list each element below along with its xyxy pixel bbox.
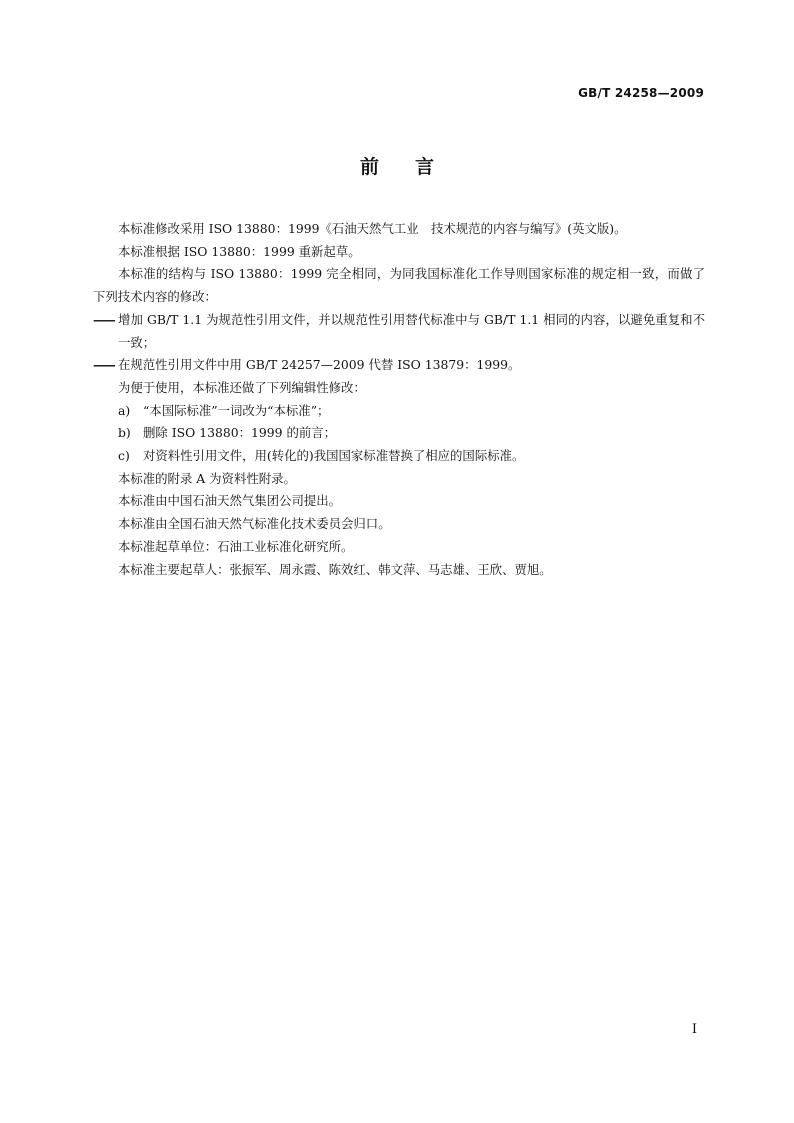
paragraph-drafters: 本标准主要起草人：张振军、周永霞、陈效红、韩文萍、马志雄、王欣、贾旭。 (118, 561, 552, 577)
dash-marker: —— (93, 311, 114, 327)
dash-marker: —— (93, 357, 114, 373)
list-item-c (93, 445, 705, 468)
list-marker: a) (118, 402, 131, 418)
paragraph-annex: 本标准的附录 A 为资料性附录。 (118, 470, 296, 486)
list-item-b (93, 422, 705, 445)
list-item-a (93, 400, 705, 423)
paragraph-proposer: 本标准由中国石油天然气集团公司提出。 (118, 493, 342, 509)
standard-number: GB/T 24258—2009 (578, 86, 704, 100)
dash-item-text: 增加 GB/T 1.1 为规范性引用文件，并以规范性引用替代标准中与 GB/T 1.1 相同的内容，以避免重复和不一致； (118, 311, 705, 350)
dash-item-1 (93, 309, 705, 354)
paragraph-editorial-intro: 为便于使用，本标准还做了下列编辑性修改： (118, 379, 366, 395)
paragraph-committee: 本标准由全国石油天然气标准化技术委员会归口。 (118, 516, 391, 532)
paragraph-drafting-basis: 本标准根据 ISO 13880：1999 重新起草。 (118, 243, 361, 259)
page-title: 前言 (359, 156, 470, 178)
paragraph-drafting-unit: 本标准起草单位：石油工业标准化研究所。 (118, 538, 354, 554)
list-item-text: “本国际标准”一词改为“本标准”； (143, 402, 330, 418)
list-marker: c) (118, 448, 130, 464)
dash-item-text: 在规范性引用文件中用 GB/T 24257—2009 代替 ISO 13879：1999。 (118, 357, 521, 373)
paragraph-structure: 本标准的结构与 ISO 13880：1999 完全相同，为同我国标准化工作导则国家标准的规定相一致，而做了下列技术内容的修改： (93, 266, 705, 305)
page-number: I (691, 1022, 697, 1037)
paragraph-adoption: 本标准修改采用 ISO 13880：1999《石油天然气工业 技术规范的内容与编写》(英文版)。 (118, 221, 627, 236)
list-marker: b) (118, 425, 131, 441)
list-item-text: 删除 ISO 13880：1999 的前言； (143, 425, 337, 441)
foreword-body (93, 218, 705, 581)
list-item-text: 对资料性引用文件，用(转化的)我国国家标准替换了相应的国际标准。 (143, 448, 525, 464)
dash-item-2 (93, 354, 705, 377)
